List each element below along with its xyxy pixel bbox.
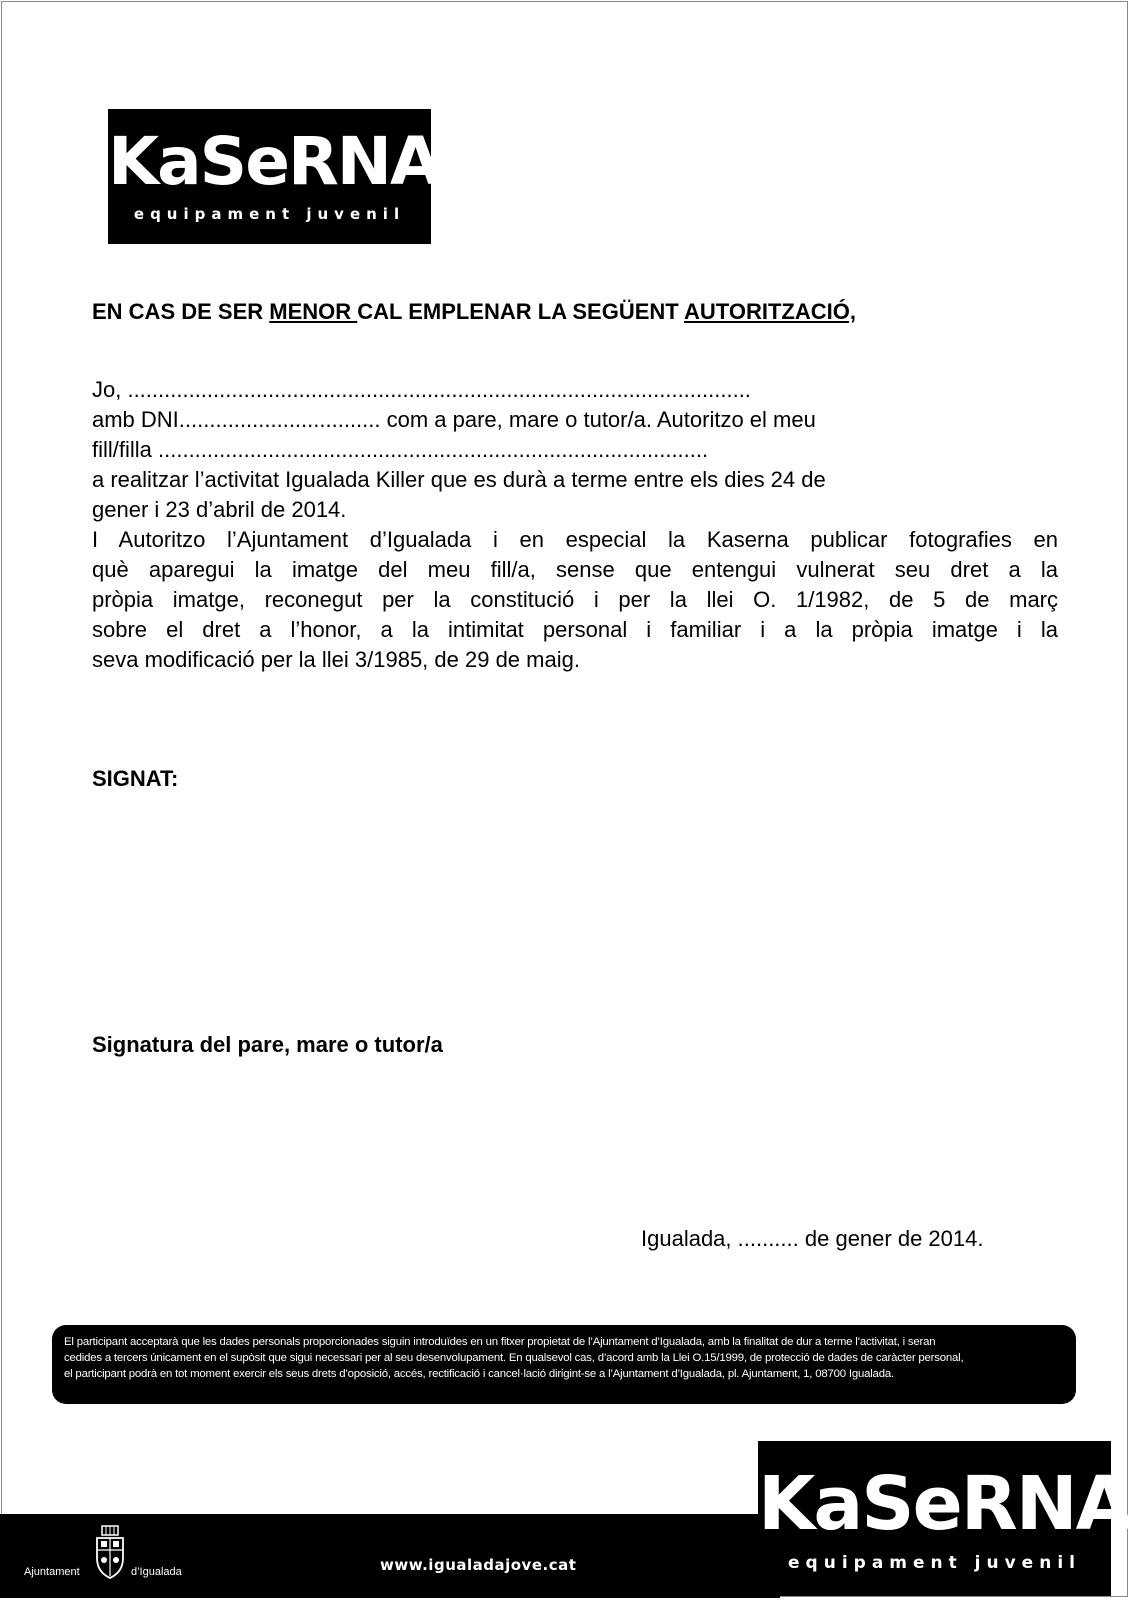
authorization-text [92,375,1058,675]
form-line-dni: amb DNI................................. com a pare, mare o tutor/a. Autoritzo el meu [92,407,816,432]
form-line-activity: a realitzar l’activitat Igualada Killer que es durà a terme entre els dies 24 de [92,467,826,492]
kaserna-logo-bottom [758,1441,1131,1596]
logo-wordmark: KaSeRNA [758,1461,1131,1547]
form-line-authorize: I Autoritzo l’Ajuntament d’Igualada i en especial la Kaserna publicar fotografies en [92,527,1058,552]
heading-part1: EN CAS DE SER [92,299,270,324]
logo-subtitle: equipament juvenil [133,205,406,223]
coat-of-arms-icon [93,1524,127,1580]
logo-subtitle: equipament juvenil [788,1553,1081,1573]
signat-label: SIGNAT: [92,766,179,791]
place-date: Igualada, .......... de gener de 2014. [641,1226,984,1251]
form-line-modification: seva modificació per la llei 3/1985, de 29 de maig. [92,647,580,672]
heading-menor: MENOR [269,299,358,324]
ajuntament-label: Ajuntament [24,1566,80,1578]
logo-wordmark: KaSeRNA [108,123,440,200]
signature-label: Signatura del pare, mare o tutor/a [92,1032,443,1057]
digualada-label: d’Igualada [131,1566,182,1578]
website-link[interactable]: www.igualadajove.cat [380,1556,577,1574]
privacy-line: El participant acceptarà que les dades personals proporcionades siguin introduïdes en un fitxer propietat de l’Ajuntament d’Igualada, amb la finalitat de dur a terme l’activitat, i seran [64,1336,936,1348]
privacy-line: cedides a tercers únicament en el supòsit que sigui necessari per al seu desenvolupament. En qualsevol cas, d’acord amb la Llei O.15/1999, de protecció de dades de caràcter personal, [64,1352,964,1364]
privacy-notice [52,1325,1076,1404]
form-line-fill: fill/filla .......................................................................................... [92,437,709,462]
privacy-line: el participant podrà en tot moment exercir els seus drets d’oposició, accés, rectificació i cancel·lació dirigint-se a l’Ajuntament d’Igualada, pl. Ajuntament, 1, 08700 Igualada. [64,1368,894,1380]
form-line-image: què aparegui la imatge del meu fill/a, sense que entengui vulnerat seu dret a la [92,557,1058,582]
form-line-law: pròpia imatge, reconegut per la constitució i per la llei O. 1/1982, de 5 de març [92,587,1058,612]
form-line-dates: gener i 23 d’abril de 2014. [92,497,347,522]
heading-autoritzacio: AUTORITZACIÓ, [684,299,856,324]
footer-band [0,1514,780,1598]
form-line-jo: Jo, ...................................................................................................... [92,377,751,402]
page-title [92,299,1052,325]
heading-part2: CAL EMPLENAR LA SEGÜENT [357,299,685,324]
kaserna-logo-top [108,109,440,244]
form-line-honor: sobre el dret a l’honor, a la intimitat personal i familiar i a la pròpia imatge i la [92,617,1058,642]
